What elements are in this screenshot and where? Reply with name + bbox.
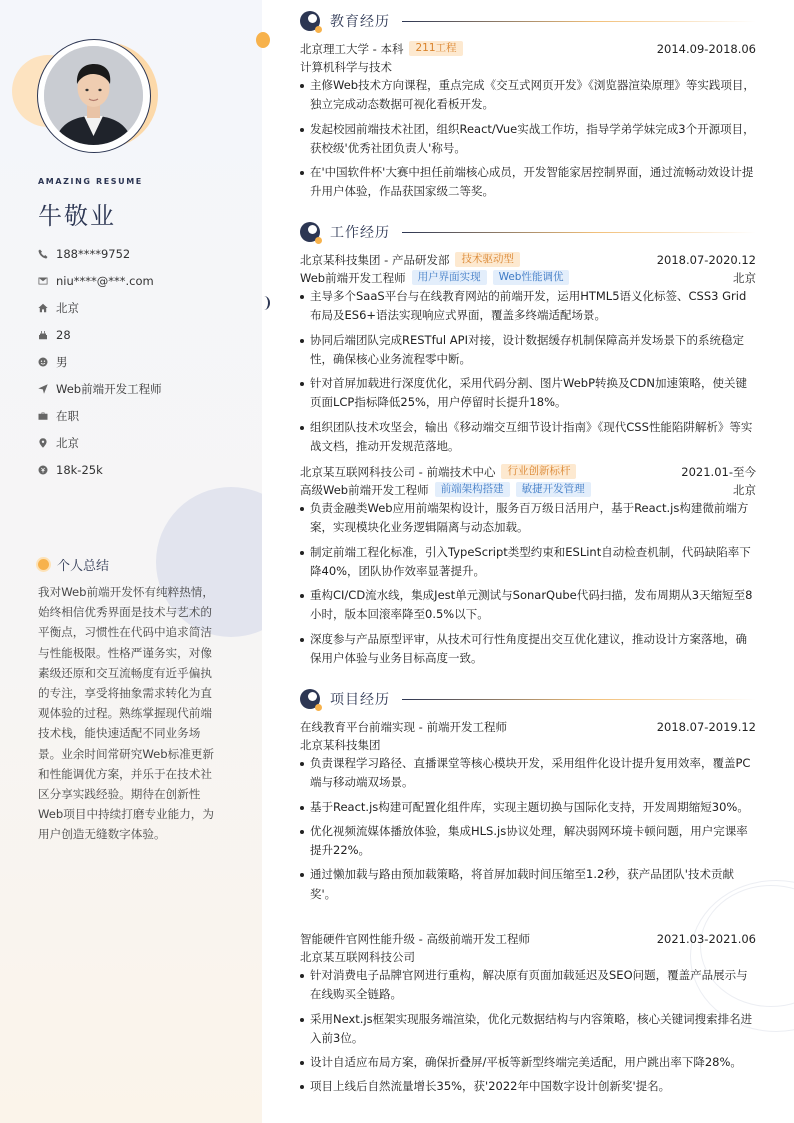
job-city: 北京 [733, 270, 756, 285]
section-divider [402, 699, 756, 700]
role-tag: Web性能调优 [493, 270, 570, 285]
list-item: 针对消费电子品牌官网进行重构，解决原有页面加载延迟及SEO问题，覆盖产品展示与在线购买全链路。 [300, 966, 756, 1005]
info-gender [38, 348, 162, 375]
education-major: 计算机科学与技术 [300, 59, 392, 74]
info-position [38, 375, 162, 402]
summary-title-text: 个人总结 [57, 559, 110, 574]
list-item: 组织团队技术攻坚会，输出《移动端交互细节设计指南》《现代CSS性能陷阱解析》等实战文档，推动开发规范落地。 [300, 418, 756, 457]
role-tag: 前端架构搭建 [435, 482, 510, 497]
company-tag: 行业创新标杆 [501, 464, 576, 479]
project-company: 北京某科技集团 [300, 737, 381, 752]
mail-icon [38, 276, 48, 286]
job-1-bullets [300, 287, 756, 456]
job-company: 北京某互联网科技公司 - 前端技术中心 [300, 464, 496, 479]
info-home [38, 294, 162, 321]
job-role: Web前端开发工程师 [300, 270, 406, 285]
decorative-arc [258, 296, 270, 310]
project-period: 2018.07-2019.12 [656, 719, 756, 734]
info-gender-text: 男 [56, 354, 68, 369]
list-item: 主导多个SaaS平台与在线教育网站的前端开发，运用HTML5语义化标签、CSS3 Grid布局及ES6+语法实现响应式界面，覆盖多终端适配场景。 [300, 287, 756, 326]
section-icon [300, 11, 320, 31]
section-title: 项目经历 [330, 692, 390, 708]
list-item: 设计自适应布局方案，确保折叠屏/平板等新型终端完美适配，用户跳出率下降28%。 [300, 1053, 756, 1072]
info-email [38, 267, 162, 294]
job-1-header [300, 251, 756, 268]
list-item: 针对首屏加载进行深度优化，采用代码分割、图片WebP转换及CDN加速策略，使关键页面LCP指标降低25%，用户停留时长提升18%。 [300, 374, 756, 413]
school-tag: 211工程 [409, 41, 462, 56]
list-item: 项目上线后自然流量增长35%，获'2022年中国数字设计创新奖'提名。 [300, 1077, 756, 1096]
project-2-company-row [300, 948, 756, 965]
section-title: 工作经历 [330, 225, 390, 241]
job-period: 2018.07-2020.12 [656, 252, 756, 267]
project-2-header [300, 930, 756, 947]
contact-info-list [38, 240, 162, 483]
project-period: 2021.03-2021.06 [656, 931, 756, 946]
resume-tagline: AMAZING RESUME [38, 177, 143, 186]
job-role: 高级Web前端开发工程师 [300, 482, 429, 497]
project-1-bullets [300, 754, 756, 904]
project-name: 智能硬件官网性能升级 - 高级前端开发工程师 [300, 931, 530, 946]
summary-dot-icon [38, 559, 49, 570]
info-home-text: 北京 [56, 300, 79, 315]
gender-icon [38, 357, 48, 367]
education-major-row [300, 58, 756, 75]
list-item: 采用Next.js框架实现服务端渲染，优化元数据结构与内容策略，核心关键词搜索排名进入前3位。 [300, 1010, 756, 1049]
section-icon [300, 222, 320, 242]
school-name: 北京理工大学 - 本科 [300, 41, 404, 56]
home-icon [38, 303, 48, 313]
info-status-text: 在职 [56, 408, 79, 423]
project-1-company-row [300, 736, 756, 753]
info-location-text: 北京 [56, 435, 79, 450]
list-item: 通过懒加载与路由预加载策略，将首屏加载时间压缩至1.2秒，获产品团队'技术贡献奖'。 [300, 865, 756, 904]
list-item: 协同后端团队完成RESTful API对接，设计数据缓存机制保障高并发场景下的系统稳定性，确保核心业务流程零中断。 [300, 331, 756, 370]
list-item: 优化视频流媒体播放体验，集成HLS.js协议处理，解决弱网环境卡顿问题，用户完课率提升22%。 [300, 822, 756, 861]
candidate-name: 牛敬业 [38, 202, 116, 230]
cake-icon [38, 330, 48, 340]
education-bullets [300, 76, 756, 202]
list-item: 在'中国软件杯'大赛中担任前端核心成员，开发智能家居控制界面，通过流畅动效设计提升用户体验，作品获国家级二等奖。 [300, 163, 756, 202]
section-work-header [300, 221, 756, 243]
avatar-frame [37, 39, 151, 153]
info-location [38, 429, 162, 456]
job-2-role-row [300, 481, 756, 498]
company-tag: 技术驱动型 [455, 252, 520, 267]
list-item: 主修Web技术方向课程，重点完成《交互式网页开发》《浏览器渲染原理》等实践项目，独立完成动态数据可视化看板开发。 [300, 76, 756, 115]
summary-text: 我对Web前端开发怀有纯粹热情，始终相信优秀界面是技术与艺术的平衡点，习惯性在代码中追求简洁与性能极限。性格严谨务实，对像素级还原和交互流畅度有近乎偏执的专注，享受将抽象需求转化为直观体验的过程。熟练掌握现代前端技术栈，能快速适配不同业务场景。业余时间常研究Web标准更新和性能调优方案，并乐于在技术社区分享实践经验。期待在创新性Web项目中持续打磨专业能力，为用户创造无缝数字体验。 [38, 585, 214, 842]
section-title: 教育经历 [330, 14, 390, 30]
job-1-role-row [300, 269, 756, 286]
salary-icon [38, 465, 48, 475]
education-row [300, 40, 756, 57]
send-icon [38, 384, 48, 394]
job-2-header [300, 463, 756, 480]
section-divider [402, 232, 756, 233]
section-divider [402, 21, 756, 22]
summary-heading [38, 555, 109, 574]
location-icon [38, 438, 48, 448]
project-company: 北京某互联网科技公司 [300, 949, 415, 964]
info-position-text: Web前端开发工程师 [56, 381, 162, 396]
project-name: 在线教育平台前端实现 - 前端开发工程师 [300, 719, 507, 734]
avatar [44, 46, 143, 145]
role-tag: 用户界面实现 [412, 270, 487, 285]
list-item: 基于React.js构建可配置化组件库，实现主题切换与国际化支持，开发周期缩短30%。 [300, 798, 756, 817]
info-phone [38, 240, 162, 267]
briefcase-icon [38, 411, 48, 421]
section-projects-header [300, 688, 756, 710]
info-age-text: 28 [56, 327, 71, 342]
section-education-header [300, 10, 756, 32]
education-period: 2014.09-2018.06 [656, 41, 756, 56]
project-2-bullets [300, 966, 756, 1097]
project-1-header [300, 718, 756, 735]
role-tag: 敏捷开发管理 [516, 482, 591, 497]
info-status [38, 402, 162, 429]
list-item: 负责课程学习路径、直播课堂等核心模块开发，采用组件化设计提升复用效率，覆盖PC端与移动端双场景。 [300, 754, 756, 793]
list-item: 负责金融类Web应用前端架构设计，服务百万级日活用户，基于React.js构建微前端方案，实现模块化业务逻辑隔离与动态加载。 [300, 499, 756, 538]
portrait-illustration [44, 46, 143, 145]
section-icon [300, 689, 320, 709]
info-email-text: niu****@***.com [56, 273, 154, 288]
list-item: 制定前端工程化标准，引入TypeScript类型约束和ESLint自动检查机制，代码缺陷率下降40%，团队协作效率显著提升。 [300, 543, 756, 582]
phone-icon [38, 249, 48, 259]
info-salary-text: 18k-25k [56, 462, 103, 477]
decorative-dot [256, 32, 270, 48]
job-period: 2021.01-至今 [681, 464, 756, 479]
info-salary [38, 456, 162, 483]
list-item: 发起校园前端技术社团，组织React/Vue实战工作坊，指导学弟学妹完成3个开源项目，获校级'优秀社团负责人'称号。 [300, 120, 756, 159]
list-item: 重构CI/CD流水线，集成Jest单元测试与SonarQube代码扫描，发布周期从3天缩短至8小时，版本回滚率降至0.5%以下。 [300, 586, 756, 625]
job-2-bullets [300, 499, 756, 668]
list-item: 深度参与产品原型评审，从技术可行性角度提出交互优化建议，推动设计方案落地，确保用户体验与业务目标高度一致。 [300, 630, 756, 669]
job-company: 北京某科技集团 - 产品研发部 [300, 252, 450, 267]
info-phone-text: 188****9752 [56, 246, 131, 261]
job-city: 北京 [733, 482, 756, 497]
info-age [38, 321, 162, 348]
sidebar [0, 0, 262, 1123]
